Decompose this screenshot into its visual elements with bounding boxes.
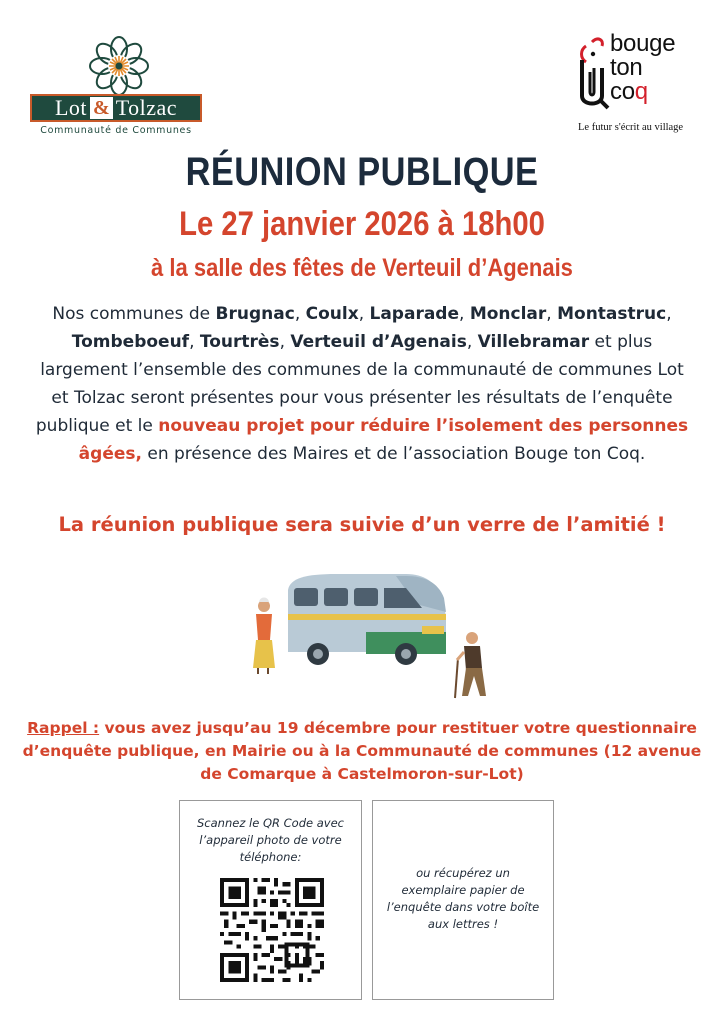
commune-name: Laparade	[369, 304, 459, 324]
wordmark-line-ton: ton	[610, 54, 643, 81]
intro-text: Nos communes de	[52, 304, 216, 324]
intro-paragraph: Nos communes de Brugnac, Coulx, Laparade, Monclar, Montastruc, Tombeboeuf, Tourtrès, Verteuil d’Agenais, Villebramar et plus largement l’ensemble des communes de la communauté de communes Lot et Tolzac seront présentes pour vous présenter les résultats de l’enquête publique et le nouveau projet pour réduire l’isolement des personnes âgées, en présence des Maires et de l’association Bouge ton Coq.	[35, 304, 689, 464]
body-text-middle: et plus largement l’ensemble des communes de la communauté de communes Lot et Tolzac seront présentes pour vous présenter les résultats de l’enquête publique et le	[35, 332, 684, 436]
minibus-figure	[288, 574, 446, 665]
minibus-elderly-illustration	[246, 568, 496, 708]
lot-tolzac-logo	[30, 36, 205, 140]
reminder-label: Rappel :	[27, 719, 100, 737]
event-place: à la salle des fêtes de Verteuil d’Agenais	[151, 254, 573, 282]
commune-name: Brugnac	[215, 304, 295, 324]
commune-name: Coulx	[305, 304, 359, 324]
wordmark-co: co	[610, 78, 635, 105]
paper-copy-box	[372, 800, 554, 1000]
lot-tolzac-wordmark	[30, 94, 202, 122]
logo-word-lot: Lot	[54, 95, 88, 120]
elderly-man-figure	[455, 632, 486, 698]
commune-name: Verteuil d’Agenais	[290, 332, 467, 352]
commune-name: Monclar	[469, 304, 547, 324]
bouge-ton-coq-wordmark	[610, 32, 675, 104]
qr-instructions: Scannez le QR Code avec l’appareil photo de votre téléphone:	[197, 816, 344, 864]
logo-ampersand: &	[90, 97, 113, 119]
commune-name: Tombeboeuf	[71, 332, 190, 352]
page-title: RÉUNION PUBLIQUE	[185, 150, 539, 194]
body-text-end: en présence des Maires et de l’association Bouge ton Coq.	[141, 444, 646, 464]
paper-copy-text: ou récupérez un exemplaire papier de l’enquête dans votre boîte aux lettres !	[386, 866, 540, 931]
commune-name: Villebramar	[477, 332, 590, 352]
commune-name: Tourtrès	[199, 332, 280, 352]
qr-code-box	[179, 800, 362, 1000]
project-highlight: nouveau projet pour réduire l’isolement des personnes âgées,	[78, 416, 689, 464]
qr-code-icon[interactable]	[220, 878, 324, 982]
logo-tagline: Le futur s'écrit au village	[578, 122, 684, 133]
wordmark-q: q	[634, 78, 648, 105]
wordmark-line-bouge: bouge	[610, 30, 676, 57]
reminder-notice	[18, 717, 706, 786]
elderly-woman-figure	[253, 598, 275, 675]
logo-subtitle: Communauté de Communes	[40, 125, 192, 136]
logo-word-tolzac: Tolzac	[115, 95, 178, 120]
flower-logo-icon	[89, 36, 149, 96]
wordmark-line-coq	[610, 80, 675, 104]
bouge-ton-coq-logo	[568, 32, 698, 137]
event-date: Le 27 janvier 2026 à 18h00	[179, 205, 545, 243]
reminder-text: vous avez jusqu’au 19 décembre pour restituer votre questionnaire d’enquête publique, en Mairie ou à la Communauté de communes (12 avenue de Comarque à Castelmoron-sur-Lot)	[22, 719, 702, 783]
amitie-notice: La réunion publique sera suivie d’un verre de l’amitié !	[58, 513, 666, 536]
rooster-logo-icon	[572, 34, 614, 112]
commune-name: Montastruc	[557, 304, 667, 324]
